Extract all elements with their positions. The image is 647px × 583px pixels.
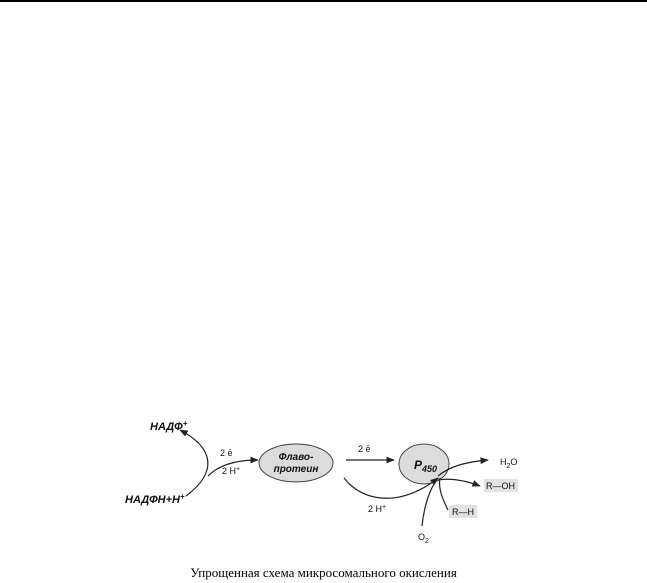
oxygen-label: $O_2$	[418, 532, 429, 545]
water-label: $H_2O$	[500, 457, 518, 470]
p450-label: $P_{450}$	[414, 458, 438, 474]
diagram-svg	[120, 408, 530, 560]
electrons-mid-label: 2 ē	[358, 444, 371, 454]
protons-left-label: 2 H+	[222, 466, 241, 476]
p450-to-roh-arrow	[438, 479, 480, 486]
diagram-caption: Упрощенная схема микросомального окисления	[190, 565, 457, 580]
protons-bottom-label: 2 H+	[368, 504, 387, 514]
flavoprotein-label-line1: Флаво-	[278, 452, 314, 463]
rh-substrate-curve	[439, 478, 448, 510]
nadph-label: НАДФН+Н+	[125, 492, 185, 506]
flavoprotein-ellipse	[259, 444, 333, 482]
rh-label: R—H	[452, 507, 474, 517]
nadph-to-nadp-arrow	[180, 430, 208, 496]
roh-label: R—OH	[486, 481, 515, 491]
microsomal-oxidation-diagram	[120, 408, 530, 560]
flavoprotein-label-line2: протеин	[273, 464, 319, 475]
oxygen-line	[422, 478, 438, 526]
top-rule	[0, 0, 647, 2]
nadp-label: НАДФ+	[150, 419, 188, 433]
electrons-left-label: 2 ē	[220, 448, 233, 458]
